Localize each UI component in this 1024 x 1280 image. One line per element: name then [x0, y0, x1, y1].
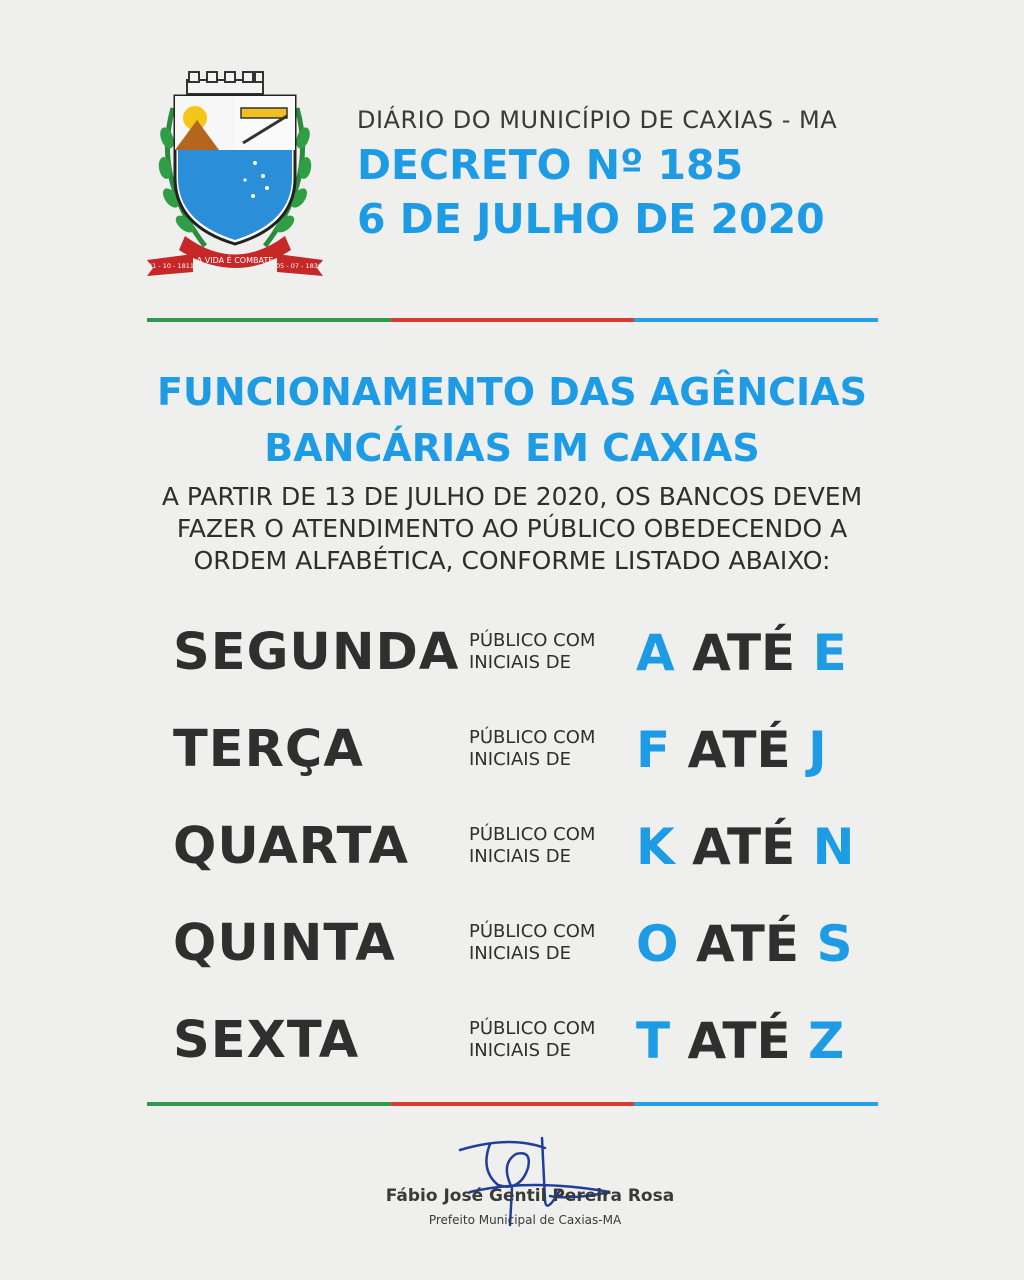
initials-range — [636, 715, 827, 785]
weekday: QUINTA — [173, 914, 396, 973]
public-initials-label: PÚBLICO COM INICIAIS DE — [469, 921, 596, 964]
public-initials-label: PÚBLICO COM INICIAIS DE — [469, 824, 596, 867]
range-from: T — [636, 1012, 671, 1070]
range-from: F — [636, 721, 671, 779]
public-initials-label: PÚBLICO COM INICIAIS DE — [469, 727, 596, 770]
signatory-name: Fábio José Gentil Pereira Rosa — [385, 1186, 675, 1206]
crest-date-right: 05 - 07 - 1836 — [275, 262, 323, 270]
initials-range — [636, 618, 847, 688]
initials-range — [636, 1006, 844, 1076]
intro-line-3: ORDEM ALFABÉTICA, CONFORME LISTADO ABAIXO: — [193, 546, 831, 575]
range-from: O — [636, 915, 679, 973]
crest-motto: A VIDA É COMBATE — [196, 256, 274, 265]
intro-text — [0, 481, 1024, 577]
title-line-2: BANCÁRIAS EM CAXIAS — [264, 426, 760, 470]
intro-line-2: FAZER O ATENDIMENTO AO PÚBLICO OBEDECENDO A — [176, 514, 848, 543]
range-separator: ATÉ — [687, 1012, 791, 1070]
crest-date-left: 31 - 10 - 1811 — [147, 262, 195, 270]
coat-of-arms-emblem — [145, 68, 325, 283]
weekday: TERÇA — [173, 720, 364, 779]
title-line-1: FUNCIONAMENTO DAS AGÊNCIAS — [157, 370, 867, 414]
schedule-row-tuesday — [173, 715, 893, 812]
weekly-schedule — [173, 618, 893, 1103]
range-separator: ATÉ — [695, 915, 800, 973]
tricolor-divider-top — [147, 318, 878, 322]
public-initials-label: PÚBLICO COM INICIAIS DE — [469, 630, 596, 673]
header-block — [357, 106, 837, 246]
range-from: A — [636, 624, 675, 682]
public-initials-label: PÚBLICO COM INICIAIS DE — [469, 1018, 596, 1061]
range-separator: ATÉ — [692, 624, 796, 682]
weekday: SEGUNDA — [173, 623, 460, 682]
range-to: S — [816, 915, 853, 973]
tricolor-divider-bottom — [147, 1102, 878, 1106]
publication-name: DIÁRIO DO MUNICÍPIO DE CAXIAS - MA — [357, 106, 838, 134]
schedule-row-wednesday — [173, 812, 893, 909]
initials-range — [636, 909, 852, 979]
weekday: SEXTA — [173, 1011, 360, 1070]
range-separator: ATÉ — [687, 721, 791, 779]
schedule-row-friday — [173, 1006, 893, 1103]
decree-number: DECRETO Nº 185 — [357, 141, 744, 189]
range-to: Z — [808, 1012, 845, 1070]
decree-date: 6 DE JULHO DE 2020 — [357, 195, 825, 243]
initials-range — [636, 812, 855, 882]
weekday: QUARTA — [173, 817, 409, 876]
schedule-row-thursday — [173, 909, 893, 1006]
range-from: K — [636, 818, 675, 876]
signatory-role: Prefeito Municipal de Caxias-MA — [428, 1213, 622, 1227]
intro-line-1: A PARTIR DE 13 DE JULHO DE 2020, OS BANCOS DEVEM — [161, 482, 863, 511]
range-to: N — [812, 818, 855, 876]
page-title — [0, 364, 1024, 476]
range-separator: ATÉ — [692, 818, 796, 876]
schedule-row-monday — [173, 618, 893, 715]
range-to: E — [812, 624, 847, 682]
range-to: J — [808, 721, 827, 779]
